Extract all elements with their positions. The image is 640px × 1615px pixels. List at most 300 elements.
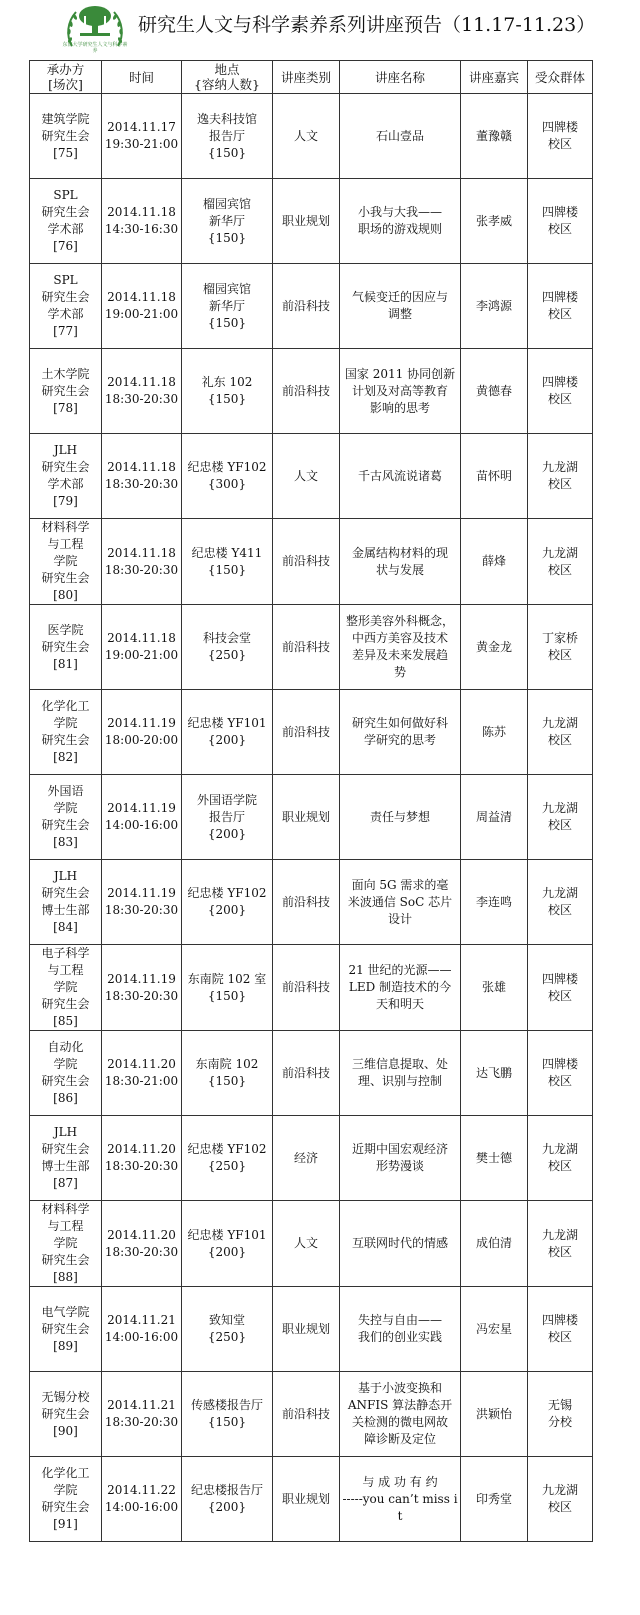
audience-cell [528,605,593,690]
category-cell: 人文 [273,94,340,179]
column-header-title [340,61,461,94]
lecture-title-cell [340,264,461,349]
lecture-title-line: 学研究的思考 [363,733,436,747]
audience-line: 四牌楼 [541,1057,578,1071]
column-header-line: 受众群体 [534,69,585,85]
table-row [30,1201,593,1287]
lecture-date: 2014.11.19 [107,801,176,815]
audience-cell [528,945,593,1031]
audience-cell [528,1031,593,1116]
table-row [30,690,593,775]
venue-line: {250} [207,648,247,662]
lecture-time: 18:30-21:00 [104,1074,179,1088]
category-cell: 前沿科技 [273,860,340,945]
venue-cell [182,1116,273,1201]
audience-cell [528,434,593,519]
lecture-title-cell [340,605,461,690]
table-header [30,61,593,94]
datetime-cell [102,1372,182,1457]
organizer-line: 电气学院 [41,1304,90,1319]
venue-line: {200} [207,733,247,747]
venue-line: {200} [207,826,247,841]
venue-line: 致知堂 [208,1313,245,1327]
organizer-cell [30,1457,102,1542]
lecture-schedule-table [29,60,593,1542]
category-cell: 职业规划 [273,1457,340,1542]
lecture-title-line: LED 制造技术的今 [348,980,452,994]
lecture-title-cell [340,1201,461,1287]
lecture-date: 2014.11.22 [107,1483,176,1497]
table-row [30,1287,593,1372]
audience-line: 分校 [547,1415,572,1429]
table-header-row [30,61,593,94]
audience-line: 校区 [547,1330,572,1344]
audience-cell [528,860,593,945]
lecture-time: 18:00-20:00 [104,733,179,747]
organizer-line: [81] [53,656,78,671]
organizer-line: 化学化工 [41,699,90,713]
category-cell: 前沿科技 [273,1031,340,1116]
datetime-cell [102,94,182,179]
audience-line: 校区 [547,1500,572,1514]
audience-line: 九龙湖 [541,460,578,474]
audience-line: 校区 [547,562,572,577]
organizer-cell [30,519,102,605]
lecture-title-line: 状与发展 [375,562,424,577]
lecture-title-line: 天和明天 [375,997,424,1011]
organizer-line: 研究生会 [41,1500,90,1514]
audience-cell [528,179,593,264]
organizer-cell [30,945,102,1031]
lecture-title-line: 千古风流说诸葛 [357,468,442,483]
organizer-line: [75] [53,145,78,160]
organizer-line: [76] [53,239,78,253]
lecture-title-cell [340,860,461,945]
lecture-date: 2014.11.18 [107,631,176,645]
lecture-date: 2014.11.20 [107,1142,176,1156]
column-header-speaker [461,61,528,94]
audience-line: 九龙湖 [541,886,578,900]
organizer-line: [80] [53,588,78,602]
organizer-line: 学院 [53,554,78,568]
organizer-line: JLH [53,443,78,457]
audience-line: 四牌楼 [541,971,578,986]
speaker-cell: 成伯清 [461,1201,528,1287]
organizer-cell [30,264,102,349]
organizer-line: 学院 [53,1057,78,1071]
datetime-cell [102,605,182,690]
venue-line: {150} [207,988,247,1003]
venue-cell [182,94,273,179]
speaker-cell: 苗怀明 [461,434,528,519]
speaker-cell: 黄金龙 [461,605,528,690]
lecture-title-line: -----you can’t miss it [342,1491,458,1523]
lecture-title-line: 责任与梦想 [369,809,430,824]
organizer-line: 建筑学院 [41,111,90,126]
column-header-line: {容纳人数} [194,77,260,92]
venue-line: 纪忠楼 YF101 [187,1227,267,1242]
audience-cell [528,775,593,860]
lecture-time: 18:30-20:30 [104,1415,179,1429]
lecture-title-line: 整形美容外科概念， [345,614,454,628]
organizer-line: 土木学院 [41,366,90,381]
audience-line: 无锡 [547,1398,572,1412]
audience-line: 九龙湖 [541,1142,578,1156]
organizer-line: 与工程 [47,537,84,551]
lecture-title-cell [340,1372,461,1457]
organizer-cell [30,605,102,690]
audience-cell [528,1457,593,1542]
audience-line: 校区 [547,988,572,1003]
organizer-line: 研究生会 [41,1321,90,1336]
venue-line: {200} [207,903,247,917]
organizer-line: 学院 [53,716,78,730]
venue-line: 礼东 102 [201,375,253,389]
organizer-cell [30,1372,102,1457]
organizer-cell [30,434,102,519]
audience-line: 校区 [547,733,572,747]
lecture-time: 18:30-20:30 [104,477,179,491]
audience-line: 四牌楼 [541,1313,578,1327]
organizer-line: [77] [53,324,78,338]
organizer-line: [91] [53,1517,78,1531]
venue-line: 新华厅 [208,298,245,313]
category-cell: 前沿科技 [273,519,340,605]
audience-line: 丁家桥 [541,631,578,645]
venue-line: 纪忠楼 YF102 [187,1142,267,1156]
organizer-line: 研究生会 [41,997,90,1011]
table-row [30,1116,593,1201]
organizer-line: 外国语 [47,784,84,798]
column-header-line: 讲座类别 [280,69,331,85]
audience-line: 九龙湖 [541,716,578,730]
lecture-title-line: 研究生如何做好科 [351,716,448,730]
audience-line: 四牌楼 [541,290,578,304]
organizer-line: SPL [53,188,78,202]
speaker-cell: 薛烽 [461,519,528,605]
venue-line: 科技会堂 [202,631,251,645]
audience-cell [528,1116,593,1201]
speaker-cell: 董豫赣 [461,94,528,179]
lecture-title-cell [340,775,461,860]
venue-line: 纪忠楼 Y411 [191,545,263,560]
organizer-line: [85] [53,1014,78,1028]
audience-line: 校区 [547,648,572,662]
column-header-organizer [30,61,102,94]
datetime-cell [102,519,182,605]
venue-cell [182,775,273,860]
venue-line: 东南院 102 室 [187,971,267,986]
lecture-title-line: 气候变迁的因应与 [351,290,448,304]
venue-line: {250} [207,1159,247,1173]
lecture-title-cell [340,1457,461,1542]
lecture-title-line: 小我与大我—— [357,205,442,219]
table-row [30,605,593,690]
audience-line: 四牌楼 [541,120,578,134]
organizer-line: 材料科学 [41,520,90,534]
datetime-cell [102,179,182,264]
lecture-date: 2014.11.19 [107,971,176,986]
lecture-title-line: 关检测的微电网故 [351,1415,448,1429]
audience-cell [528,519,593,605]
venue-line: {150} [207,145,247,160]
lecture-title-line: 失控与自由—— [357,1313,442,1327]
lecture-date: 2014.11.18 [107,460,176,474]
lecture-date: 2014.11.18 [107,375,176,389]
audience-cell [528,94,593,179]
lecture-time: 18:30-20:30 [104,1244,179,1259]
speaker-cell: 李连鸣 [461,860,528,945]
speaker-cell: 李鸿源 [461,264,528,349]
venue-line: {150} [207,230,247,245]
audience-line: 九龙湖 [541,545,578,560]
category-cell: 人文 [273,1201,340,1287]
table-body [30,94,593,1542]
datetime-cell [102,349,182,434]
table-row [30,434,593,519]
audience-line: 九龙湖 [541,1227,578,1242]
lecture-title-line: 基于小波变换和 [357,1381,442,1395]
organizer-line: [86] [53,1091,78,1105]
datetime-cell [102,690,182,775]
audience-line: 校区 [547,1074,572,1088]
table-row [30,179,593,264]
venue-line: {150} [207,315,247,330]
speaker-cell: 周益清 [461,775,528,860]
column-header-line: 讲座嘉宾 [468,69,519,85]
datetime-cell [102,945,182,1031]
lecture-date: 2014.11.21 [107,1313,176,1327]
speaker-cell: 达飞鹏 [461,1031,528,1116]
organizer-line: 研究生会 [41,571,90,585]
organizer-line: 研究生会 [41,886,90,900]
organizer-line: [89] [53,1338,78,1353]
audience-cell [528,690,593,775]
venue-line: 新华厅 [208,213,245,228]
category-cell: 职业规划 [273,775,340,860]
organizer-line: 学院 [53,980,78,994]
organizer-line: 学院 [53,1483,78,1497]
table-row [30,264,593,349]
organizer-line: 博士生部 [41,903,90,917]
category-cell: 前沿科技 [273,349,340,434]
lecture-title-cell [340,690,461,775]
venue-line: 榴园宾馆 [202,281,251,296]
lecture-time: 18:30-20:30 [104,562,179,577]
audience-line: 校区 [547,903,572,917]
venue-line: {150} [207,1415,247,1429]
category-cell: 前沿科技 [273,264,340,349]
table-row [30,1457,593,1542]
audience-line: 校区 [547,477,572,491]
organizer-line: SPL [53,273,78,287]
lecture-title-cell [340,434,461,519]
organizer-line: 学术部 [47,222,84,236]
lecture-title-cell [340,349,461,434]
speaker-cell: 陈苏 [461,690,528,775]
column-header-line: 承办方 [46,62,85,77]
audience-cell [528,1287,593,1372]
organizer-cell [30,860,102,945]
organizer-line: 医学院 [47,622,84,637]
organizer-line: 研究生会 [41,128,90,143]
lecture-title-line: 石山壹品 [375,128,424,143]
organizer-cell [30,690,102,775]
venue-cell [182,349,273,434]
lecture-title-cell [340,1031,461,1116]
organizer-line: 研究生会 [41,205,90,219]
audience-line: 四牌楼 [541,205,578,219]
organizer-line: 材料科学 [41,1202,90,1216]
lecture-title-line: 理、识别与控制 [357,1074,442,1088]
venue-cell [182,945,273,1031]
datetime-cell [102,1201,182,1287]
organizer-line: JLH [53,1125,78,1139]
organizer-line: 电子科学 [41,946,90,960]
lecture-title-line: 三维信息提取、处 [351,1057,448,1071]
lecture-title-line: 面向 5G 需求的毫 [351,877,449,892]
organizer-line: 研究生会 [41,733,90,747]
organizer-line: [82] [53,750,78,764]
datetime-cell [102,1287,182,1372]
organizer-cell [30,349,102,434]
table-row [30,1031,593,1116]
lecture-time: 14:00-16:00 [104,818,179,832]
venue-cell [182,1457,273,1542]
organizer-line: 学院 [53,1236,78,1250]
organizer-line: [84] [53,920,78,934]
organizer-line: 博士生部 [41,1159,90,1173]
organizer-cell [30,1287,102,1372]
organizer-line: 研究生会 [41,383,90,398]
category-cell: 经济 [273,1116,340,1201]
lecture-date: 2014.11.18 [107,205,176,219]
lecture-date: 2014.11.19 [107,886,176,900]
lecture-time: 19:00-21:00 [104,648,179,662]
lecture-title-line: 中西方美容及技术 [351,631,448,645]
organizer-line: 化学化工 [41,1466,90,1480]
column-header-line: 时间 [128,69,154,85]
category-cell: 人文 [273,434,340,519]
lecture-title-line: 影响的思考 [369,400,430,415]
lecture-title-line: ANFIS 算法静态开 [347,1398,453,1412]
column-header-venue [182,61,273,94]
speaker-cell: 印秀堂 [461,1457,528,1542]
venue-line: {200} [207,1500,247,1514]
venue-line: {150} [207,562,247,577]
organizer-line: 研究生会 [41,1142,90,1156]
table-row [30,349,593,434]
venue-line: 传感楼报告厅 [190,1398,263,1412]
page-title: 研究生人文与科学素养系列讲座预告（11.17-11.23） [138,14,596,36]
audience-line: 校区 [547,307,572,321]
audience-line: 四牌楼 [541,375,578,389]
lecture-date: 2014.11.20 [107,1057,176,1071]
category-cell: 职业规划 [273,179,340,264]
lecture-title-line: 21 世纪的光源—— [348,963,452,977]
organizer-line: 研究生会 [41,1074,90,1088]
organizer-line: 与工程 [47,1219,84,1233]
logo-caption: 东南大学研究生人文与科学素养 [62,42,128,54]
lecture-title-cell [340,519,461,605]
venue-line: {200} [207,1244,247,1259]
category-cell: 前沿科技 [273,945,340,1031]
venue-cell [182,605,273,690]
table-row [30,94,593,179]
organizer-cell [30,1201,102,1287]
audience-line: 校区 [547,1159,572,1173]
audience-line: 校区 [547,818,572,832]
venue-line: {150} [207,392,247,406]
lecture-time: 19:00-21:00 [104,307,179,321]
venue-line: 纪忠楼 YF102 [187,460,267,474]
lecture-time: 14:00-16:00 [104,1500,179,1514]
lecture-time: 14:30-16:30 [104,222,179,236]
audience-line: 九龙湖 [541,1483,578,1497]
lecture-title-line: 势 [393,665,406,679]
column-header-line: [场次] [48,77,83,92]
lecture-title-line: 米波通信 SoC 芯片 [347,894,453,909]
organizer-cell [30,94,102,179]
organizer-cell [30,1031,102,1116]
table-row [30,860,593,945]
category-cell: 职业规划 [273,1287,340,1372]
lecture-date: 2014.11.17 [107,120,176,134]
table-row [30,775,593,860]
organizer-line: 研究生会 [41,1253,90,1267]
organizer-line: [90] [53,1423,78,1438]
venue-line: 纪忠楼 YF101 [187,716,267,730]
lecture-date: 2014.11.21 [107,1398,176,1412]
column-header-line: 讲座名称 [374,69,425,85]
lecture-date: 2014.11.20 [107,1227,176,1242]
venue-line: {150} [207,1074,247,1088]
venue-line: 外国语学院 [196,792,257,807]
lecture-title-line: 国家 2011 协同创新 [344,366,456,381]
page-header [0,0,640,60]
audience-line: 校区 [547,1244,572,1259]
lecture-date: 2014.11.18 [107,290,176,304]
organizer-line: 学术部 [47,307,84,321]
audience-cell [528,1372,593,1457]
speaker-cell: 冯宏星 [461,1287,528,1372]
lecture-date: 2014.11.18 [107,545,176,560]
datetime-cell [102,1457,182,1542]
speaker-cell: 张孝威 [461,179,528,264]
organizer-line: 学院 [53,801,78,815]
organizer-line: [87] [53,1176,78,1190]
table-row [30,1372,593,1457]
audience-line: 校区 [547,137,572,151]
audience-cell [528,349,593,434]
audience-cell [528,1201,593,1287]
organizer-line: 与工程 [47,963,84,977]
audience-line: 校区 [547,222,572,236]
venue-cell [182,690,273,775]
organizer-line: 无锡分校 [41,1389,90,1404]
lecture-time: 18:30-20:30 [104,988,179,1003]
organizer-line: 自动化 [47,1040,84,1054]
lecture-title-cell [340,179,461,264]
venue-line: 纪忠楼报告厅 [190,1483,263,1497]
category-cell: 前沿科技 [273,690,340,775]
speaker-cell: 洪颖怡 [461,1372,528,1457]
lecture-title-cell [340,1116,461,1201]
organizer-line: 研究生会 [41,460,90,474]
organizer-line: 研究生会 [41,1406,90,1421]
lecture-title-line: 差异及未来发展趋 [351,648,448,662]
lecture-title-line: 我们的创业实践 [357,1330,442,1344]
